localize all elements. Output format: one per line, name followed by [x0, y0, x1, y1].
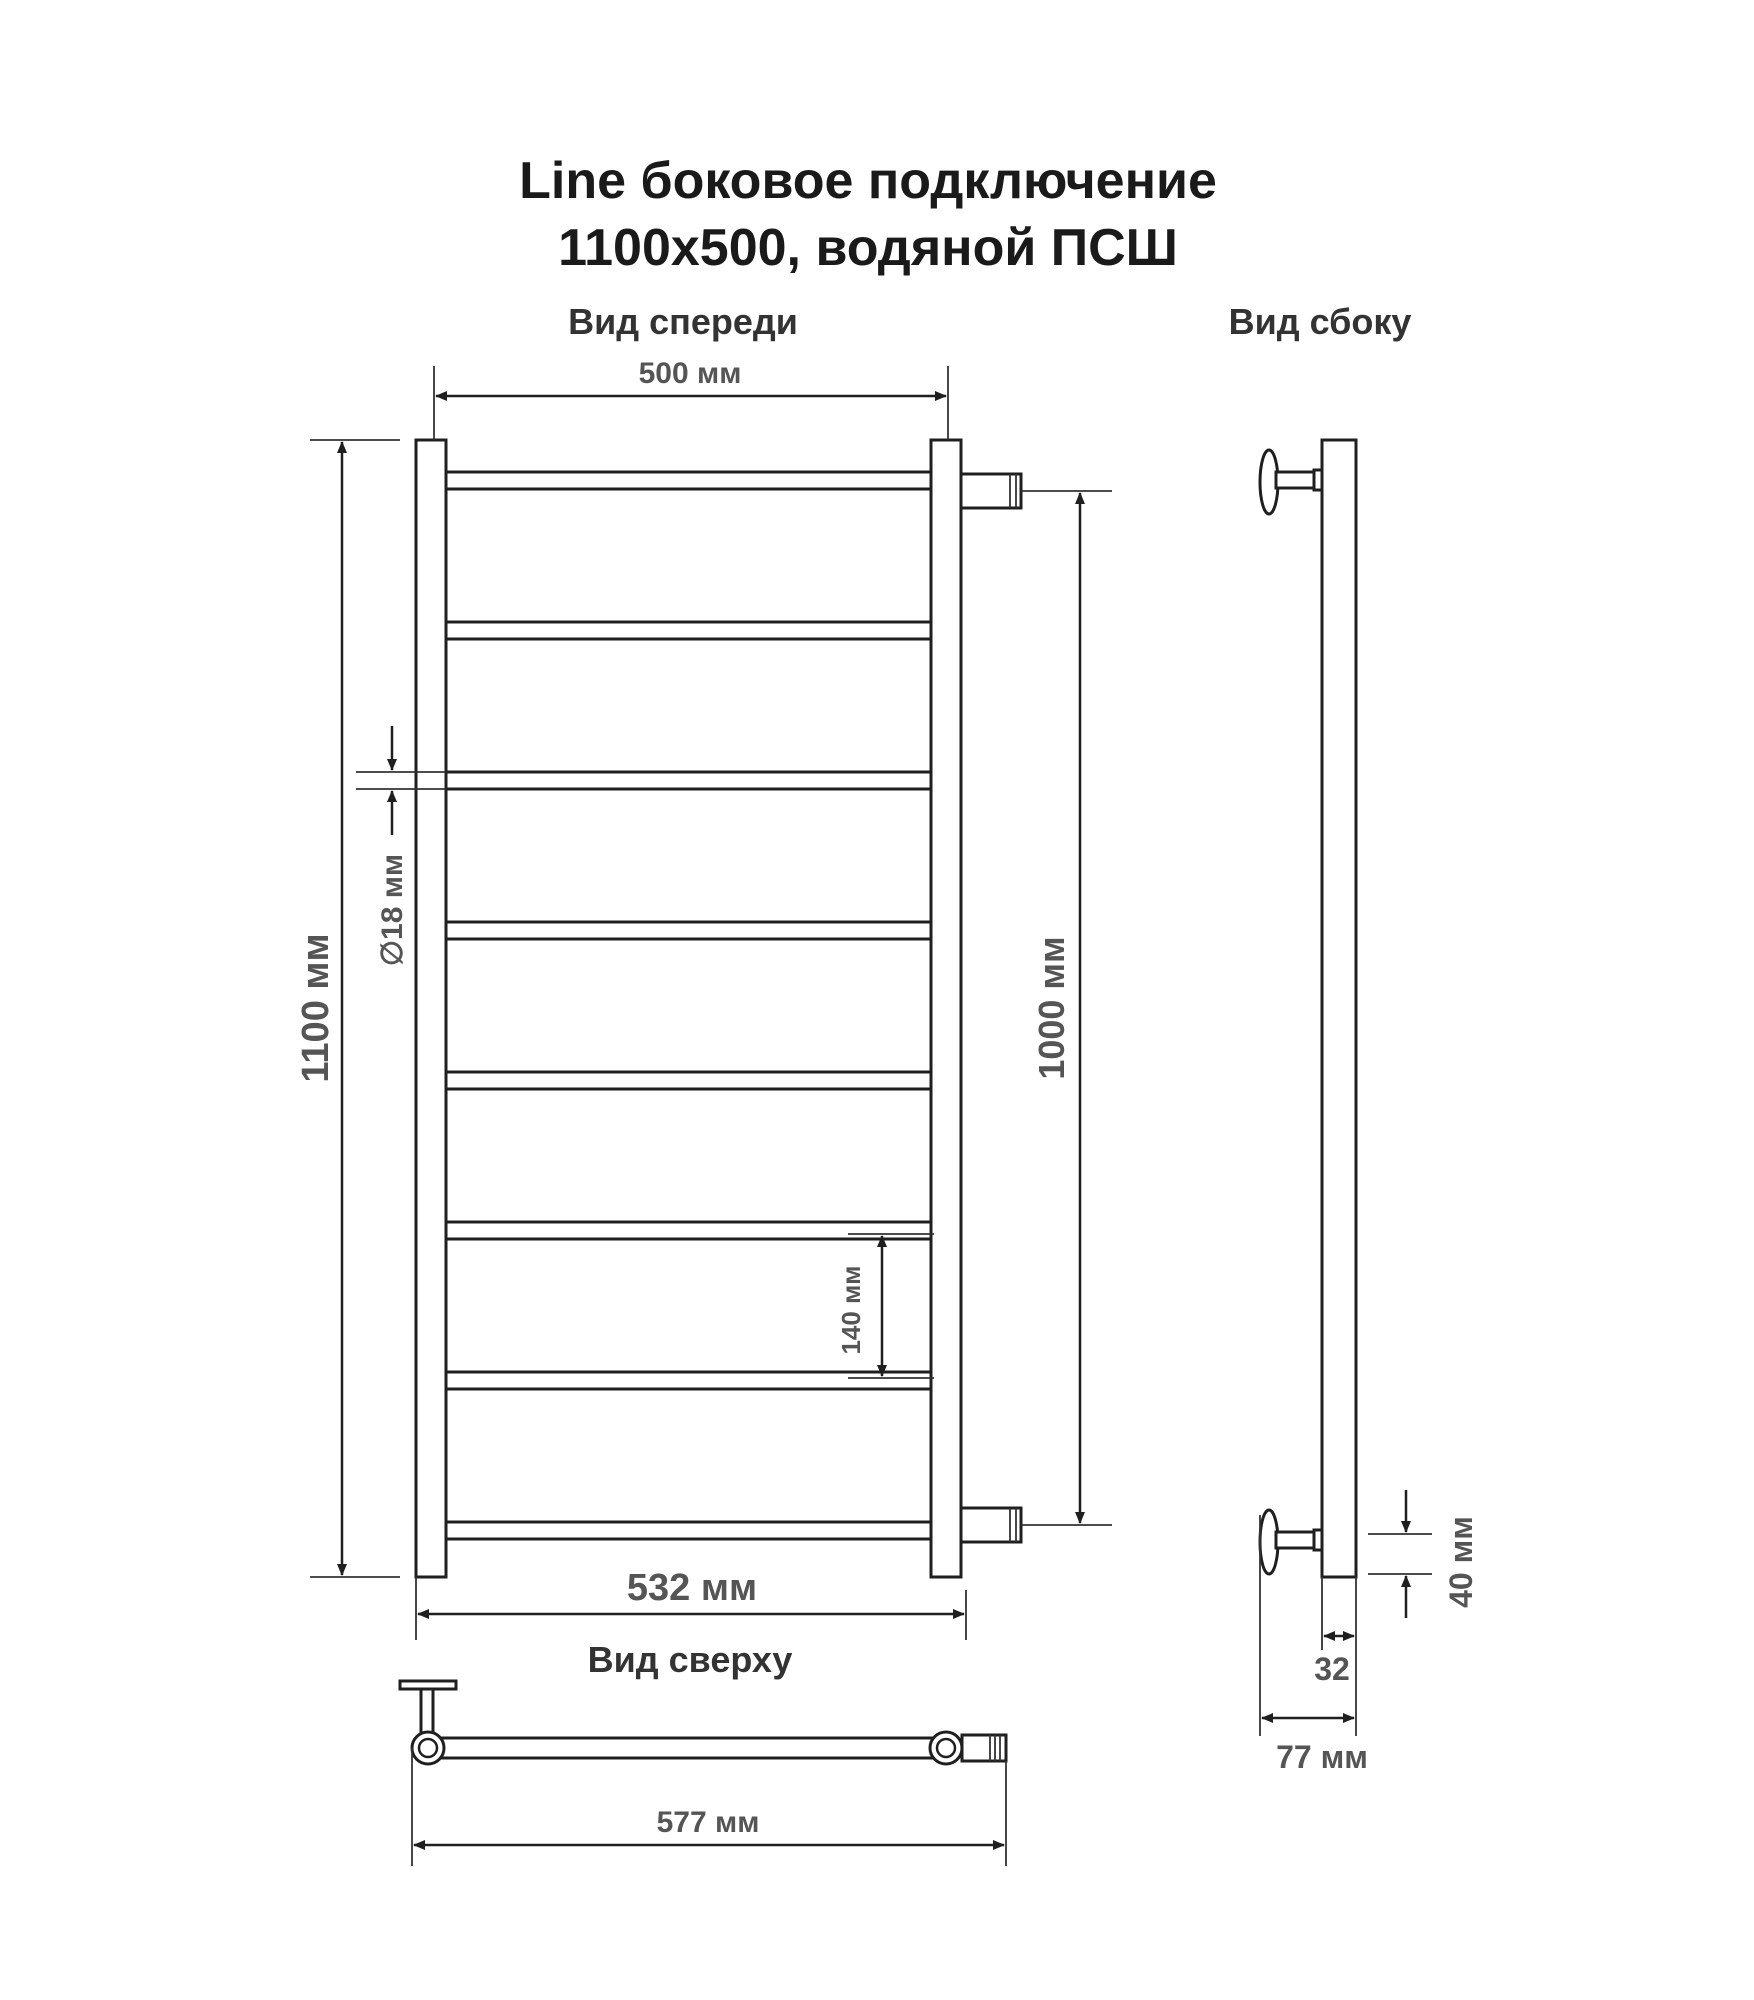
front-view-label: Вид спереди [568, 301, 798, 342]
rung [446, 1072, 931, 1089]
dim-500-width [434, 357, 948, 440]
rungs [446, 472, 931, 1539]
top-connection-fitting [961, 474, 1021, 508]
dim-1000-spacing [1021, 491, 1112, 1525]
dim-140-rung-spacing [836, 1234, 934, 1378]
dim-1100-height [295, 440, 400, 1577]
dim-500-label: 500 мм [638, 357, 742, 390]
dim-tube-diameter-label: ∅18 мм [376, 853, 409, 967]
dim-577-label: 577 мм [656, 1806, 760, 1839]
rung [446, 1372, 931, 1389]
side-bottom-bracket [1260, 1510, 1322, 1574]
right-upright [931, 440, 961, 1577]
dim-140-label: 140 мм [836, 1265, 866, 1355]
rung [446, 622, 931, 639]
left-upright [416, 440, 446, 1577]
dim-1000-label: 1000 мм [1031, 936, 1072, 1080]
dim-532-width [416, 1567, 966, 1640]
dim-532-label: 532 мм [626, 1567, 758, 1609]
side-view [1260, 440, 1479, 1775]
bottom-connection-fitting [961, 1508, 1021, 1542]
front-view [295, 357, 1112, 1640]
rung [446, 1222, 931, 1239]
dim-40-offset [1368, 1490, 1479, 1618]
rung [446, 922, 931, 939]
rung [446, 772, 931, 789]
top-bracket-stem [421, 1689, 433, 1735]
dim-32-depth [1314, 1577, 1356, 1687]
side-upright [1322, 440, 1356, 1577]
top-right-cap [930, 1732, 962, 1764]
drawing-title-line2: 1100x500, водяной ПСШ [558, 219, 1178, 277]
dim-1100-label: 1100 мм [295, 933, 337, 1083]
dim-77-label: 77 мм [1276, 1739, 1368, 1775]
side-view-label: Вид сбоку [1228, 301, 1412, 342]
dim-32-label: 32 [1314, 1651, 1350, 1687]
top-connection-fitting-end [962, 1735, 1006, 1761]
top-tube [428, 1738, 948, 1758]
dim-40-label: 40 мм [1443, 1516, 1479, 1608]
top-view [400, 1681, 1006, 1866]
dim-577-width [412, 1748, 1006, 1866]
rung [446, 1522, 931, 1539]
top-view-label: Вид сверху [587, 1639, 793, 1680]
top-left-cap [412, 1732, 444, 1764]
rung [446, 472, 931, 489]
drawing-title-line1: Line боковое подключение [519, 152, 1217, 210]
side-top-bracket [1260, 450, 1322, 514]
